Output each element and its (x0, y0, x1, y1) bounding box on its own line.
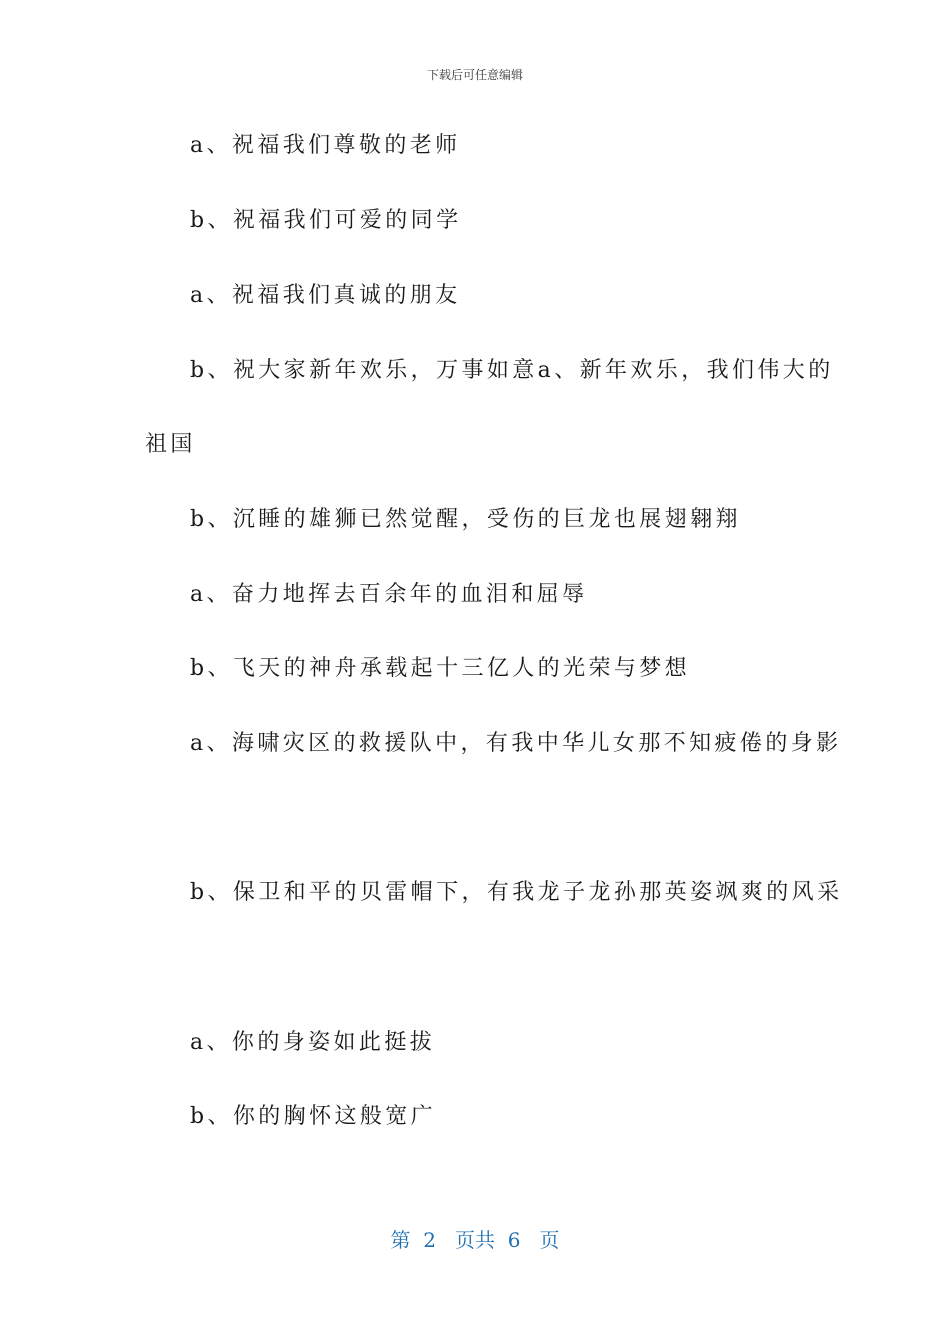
footer-current-page: 2 (423, 1228, 436, 1252)
text-line-4: b、祝大家新年欢乐，万事如意a、新年欢乐，我们伟大的 (190, 358, 834, 383)
footer-prefix: 第 (390, 1228, 411, 1252)
text-line-5: 祖国 (145, 432, 196, 457)
text-line-10: b、保卫和平的贝雷帽下，有我龙子龙孙那英姿飒爽的风采 (190, 880, 843, 905)
text-line-11: a、你的身姿如此挺拔 (190, 1030, 436, 1055)
text-line-12: b、你的胸怀这般宽广 (190, 1104, 437, 1129)
page-header: 下载后可任意编辑 (426, 68, 523, 82)
text-line-9: a、海啸灾区的救援队中，有我中华儿女那不知疲倦的身影 (190, 731, 842, 756)
footer-total-pages: 6 (507, 1228, 521, 1252)
text-line-3: a、祝福我们真诚的朋友 (190, 283, 461, 308)
text-line-6: b、沉睡的雄狮已然觉醒，受伤的巨龙也展翅翱翔 (190, 507, 741, 532)
text-line-1: a、祝福我们尊敬的老师 (190, 133, 461, 158)
text-line-7: a、奋力地挥去百余年的血泪和屈辱 (190, 582, 588, 607)
footer-middle: 页共 (455, 1228, 495, 1252)
footer-suffix: 页 (539, 1228, 560, 1252)
text-line-8: b、飞天的神舟承载起十三亿人的光荣与梦想 (190, 656, 691, 681)
page-footer (0, 1224, 950, 1253)
text-line-2: b、祝福我们可爱的同学 (190, 208, 462, 233)
